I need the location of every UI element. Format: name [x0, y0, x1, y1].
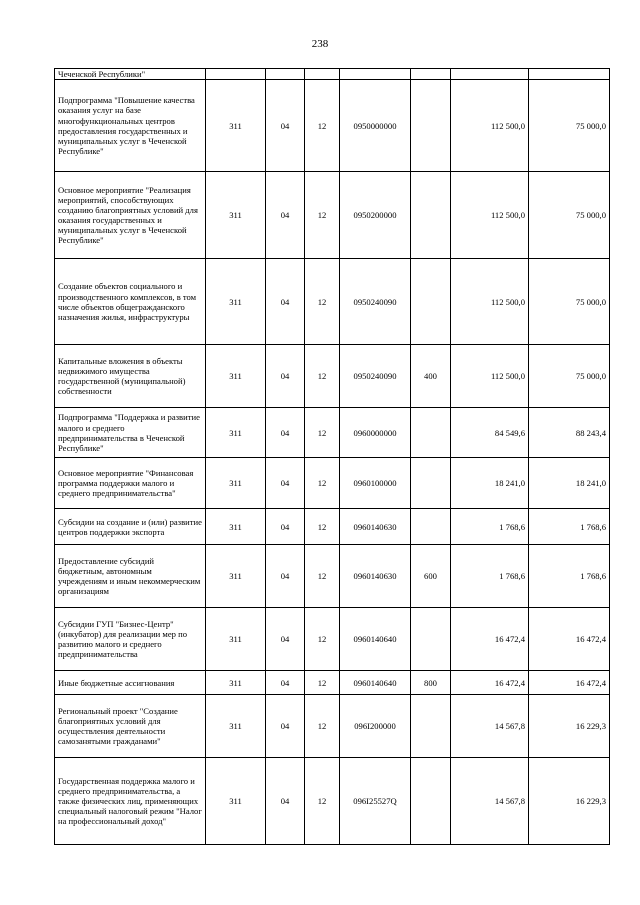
cell-expense-type: [411, 172, 451, 259]
cell-target-article: 0950240090: [340, 259, 411, 345]
cell-target-article: 0950200000: [340, 172, 411, 259]
cell-grbs: 311: [206, 172, 266, 259]
cell-amount-2: [529, 69, 610, 80]
cell-expense-type: [411, 608, 451, 671]
table-row: [55, 408, 610, 458]
cell-amount-1: 112 500,0: [451, 345, 529, 408]
cell-name: Субсидии на создание и (или) развитие центров поддержки экспорта: [55, 509, 206, 545]
cell-amount-1: 16 472,4: [451, 608, 529, 671]
cell-target-article: 0960140630: [340, 509, 411, 545]
table-row: [55, 671, 610, 695]
cell-subsection: 12: [305, 671, 340, 695]
cell-name: Региональный проект "Создание благоприятных условий для осуществления деятельности самозанятыми гражданами": [55, 695, 206, 758]
cell-grbs: 311: [206, 259, 266, 345]
cell-expense-type: 400: [411, 345, 451, 408]
table-row: [55, 345, 610, 408]
table-row: [55, 608, 610, 671]
cell-amount-2: 16 229,3: [529, 758, 610, 845]
cell-amount-1: 18 241,0: [451, 458, 529, 509]
cell-grbs: 311: [206, 80, 266, 172]
cell-grbs: 311: [206, 758, 266, 845]
table-row: [55, 69, 610, 80]
cell-section: 04: [266, 671, 305, 695]
cell-section: 04: [266, 608, 305, 671]
cell-subsection: 12: [305, 345, 340, 408]
cell-amount-2: 75 000,0: [529, 80, 610, 172]
table-row: [55, 695, 610, 758]
cell-name: Основное мероприятие "Финансовая программа поддержки малого и среднего предпринимательства": [55, 458, 206, 509]
cell-amount-2: 16 229,3: [529, 695, 610, 758]
cell-expense-type: [411, 259, 451, 345]
cell-grbs: 311: [206, 671, 266, 695]
cell-subsection: 12: [305, 408, 340, 458]
cell-target-article: 096I200000: [340, 695, 411, 758]
cell-subsection: 12: [305, 545, 340, 608]
cell-grbs: 311: [206, 545, 266, 608]
cell-amount-1: 84 549,6: [451, 408, 529, 458]
cell-amount-1: 14 567,8: [451, 758, 529, 845]
cell-amount-1: 1 768,6: [451, 509, 529, 545]
cell-name: Государственная поддержка малого и среднего предпринимательства, а также физических лиц, применяющих специальный налоговый режим "Налог на профессиональный доход": [55, 758, 206, 845]
cell-name: Предоставление субсидий бюджетным, автономным учреждениям и иным некоммерческим организациям: [55, 545, 206, 608]
cell-subsection: 12: [305, 172, 340, 259]
cell-expense-type: 600: [411, 545, 451, 608]
cell-name: Подпрограмма "Поддержка и развитие малого и среднего предпринимательства в Чеченской Республике": [55, 408, 206, 458]
cell-target-article: 0960140640: [340, 608, 411, 671]
cell-expense-type: [411, 80, 451, 172]
cell-grbs: 311: [206, 608, 266, 671]
cell-target-article: 0950240090: [340, 345, 411, 408]
cell-subsection: 12: [305, 608, 340, 671]
cell-name: Субсидии ГУП "Бизнес-Центр" (инкубатор) для реализации мер по развитию малого и среднего предпринимательства: [55, 608, 206, 671]
cell-target-article: 0960100000: [340, 458, 411, 509]
cell-grbs: 311: [206, 695, 266, 758]
cell-amount-1: 14 567,8: [451, 695, 529, 758]
cell-amount-1: 112 500,0: [451, 80, 529, 172]
cell-amount-2: 1 768,6: [529, 509, 610, 545]
cell-amount-2: 16 472,4: [529, 608, 610, 671]
cell-subsection: 12: [305, 458, 340, 509]
table-row: [55, 80, 610, 172]
cell-name: Подпрограмма "Повышение качества оказания услуг на базе многофункциональных центров предоставления государственных и муниципальных услуг в Чеченской Республике": [55, 80, 206, 172]
cell-target-article: 096I25527Q: [340, 758, 411, 845]
table-row: [55, 172, 610, 259]
cell-expense-type: [411, 69, 451, 80]
cell-section: 04: [266, 458, 305, 509]
cell-amount-1: 112 500,0: [451, 172, 529, 259]
cell-target-article: 0960140630: [340, 545, 411, 608]
cell-grbs: 311: [206, 345, 266, 408]
cell-name: Чеченской Республики": [55, 69, 206, 80]
budget-table: [54, 68, 610, 845]
cell-subsection: 12: [305, 695, 340, 758]
cell-expense-type: [411, 509, 451, 545]
cell-target-article: 0960140640: [340, 671, 411, 695]
cell-name: Капитальные вложения в объекты недвижимого имущества государственной (муниципальной) собственности: [55, 345, 206, 408]
cell-section: [266, 69, 305, 80]
cell-section: 04: [266, 172, 305, 259]
cell-amount-1: 16 472,4: [451, 671, 529, 695]
cell-expense-type: [411, 458, 451, 509]
cell-expense-type: 800: [411, 671, 451, 695]
cell-amount-2: 75 000,0: [529, 172, 610, 259]
cell-section: 04: [266, 80, 305, 172]
cell-grbs: [206, 69, 266, 80]
cell-amount-1: [451, 69, 529, 80]
cell-expense-type: [411, 758, 451, 845]
cell-target-article: [340, 69, 411, 80]
cell-grbs: 311: [206, 509, 266, 545]
cell-amount-2: 18 241,0: [529, 458, 610, 509]
table-row: [55, 259, 610, 345]
cell-name: Создание объектов социального и производственного комплексов, в том числе объектов общегражданского назначения жилья, инфраструктуры: [55, 259, 206, 345]
cell-expense-type: [411, 695, 451, 758]
page-number: 238: [311, 38, 329, 50]
cell-section: 04: [266, 758, 305, 845]
cell-amount-2: 88 243,4: [529, 408, 610, 458]
cell-target-article: 0960000000: [340, 408, 411, 458]
table-row: [55, 545, 610, 608]
cell-subsection: 12: [305, 80, 340, 172]
cell-subsection: 12: [305, 758, 340, 845]
cell-name: Иные бюджетные ассигнования: [55, 671, 206, 695]
cell-amount-1: 112 500,0: [451, 259, 529, 345]
cell-expense-type: [411, 408, 451, 458]
cell-subsection: 12: [305, 509, 340, 545]
cell-amount-2: 16 472,4: [529, 671, 610, 695]
cell-name: Основное мероприятие "Реализация мероприятий, способствующих созданию благоприятных условий для оказания государственных и муниципальных услуг в Чеченской Республике": [55, 172, 206, 259]
cell-grbs: 311: [206, 458, 266, 509]
cell-section: 04: [266, 545, 305, 608]
cell-section: 04: [266, 259, 305, 345]
cell-section: 04: [266, 509, 305, 545]
cell-grbs: 311: [206, 408, 266, 458]
cell-section: 04: [266, 408, 305, 458]
cell-target-article: 0950000000: [340, 80, 411, 172]
table-row: [55, 758, 610, 845]
table-row: [55, 509, 610, 545]
cell-subsection: [305, 69, 340, 80]
cell-amount-1: 1 768,6: [451, 545, 529, 608]
cell-amount-2: 75 000,0: [529, 345, 610, 408]
cell-amount-2: 1 768,6: [529, 545, 610, 608]
cell-section: 04: [266, 695, 305, 758]
table-row: [55, 458, 610, 509]
cell-amount-2: 75 000,0: [529, 259, 610, 345]
cell-section: 04: [266, 345, 305, 408]
cell-subsection: 12: [305, 259, 340, 345]
